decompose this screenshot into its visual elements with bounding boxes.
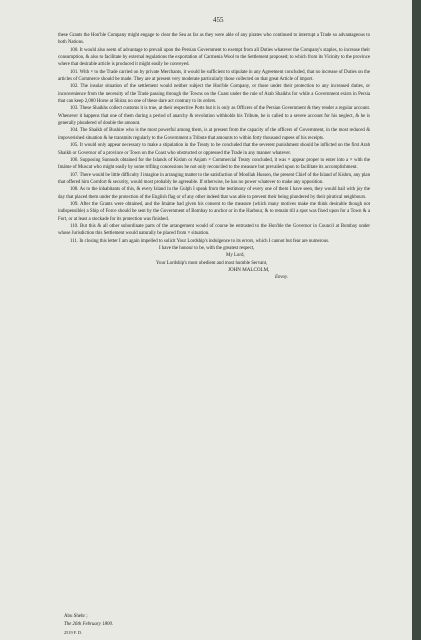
paragraph-111: 111. In closing this letter I am again impelled to solicit Your Lordship's indulgence to its errors, which I cannot but fear are numerous.: [70, 238, 330, 244]
closing-line: I have the honour to be, with the greatest respect,: [159, 245, 255, 251]
page-number: 455: [213, 16, 224, 24]
paragraph-100: 100. It would also seem of advantage to prevail upon the Persian Government to exempt from all Duties whatever the Company's staples, to increase their consumption, & also to facilitate by external regulations the exportation of Carmenia Wool to the Settlement proposed; to which from its Vicinity to the province where that desirable article is produced it might easily be conveyed.: [58, 47, 370, 68]
paragraph-108: 108. As to the inhabitants of this, & every Island in the Gulph I speak from the testimony of every one of them I have seen, they would hail with joy the day that placed them under the protection of the English flag or of any other indeed that was able to prevent their being plundered by their piratical neighbours.: [58, 187, 370, 200]
place-line: Abu Shehr ;: [64, 614, 88, 619]
paragraph-110: 110. But this & all other subordinate parts of the arrangement would of course be entrusted to the Hon'ble the Governor in Council at Bombay under whose Jurisdiction this Settlement would naturally be placed from × situation.: [58, 223, 370, 237]
paragraph-105: 105. It would only appear necessary to make a stipulation in the Treaty to be concluded that the severest punishment should be inflicted on the first Arab Shaikh or Governor of a province or Town on the Coast who obstructed or oppressed the Trade in any manner whatever.: [58, 143, 370, 156]
paragraph-104: 104. The Shaikh of Bushire who is the most powerful among them, is at present from the capacity of the officers of Government, in the most reduced & impoverished situation & he transmits regularly to the Government a Tribute that amounts to within forty thousand rupees of his receipts.: [58, 128, 370, 141]
paragraph-99-continued: these Grants the Hon'ble Company might engage to clear the Sea as far as they were able of any pirates who continued to interrupt a Trade so advantageous to both Nations.: [58, 33, 370, 46]
signatory-title: Envoy.: [275, 275, 289, 281]
place-date-block: [64, 613, 113, 629]
paragraph-106: 106. Supposing Sunnuds obtained for the Islands of Kishm or Anjam × Commercial Treaty concluded, it was × appear proper to enter into a × with the Imáme of Muscat who might easily by some trifling concessions be not only reconciled to the measure but prevailed upon to facilitate its accomplishment.: [58, 157, 370, 171]
signatory-name: JOHN MALCOLM,: [228, 267, 270, 273]
reference-stamp: 2519 F. D.: [64, 630, 83, 635]
paragraph-102: 102. The insular situation of the settlement would neither subject the Hon'ble Company, or those under their protection to any increased duties, or inconvenience from the necessity of the Trade passing through the Towns on the Coast under the rule of Arab Shaikhs for while a Government exists in Persia that can keep 2,000 Horse at Shiraz no one of these dare act contrary to its orders.: [58, 84, 370, 105]
letter-body: [58, 32, 370, 282]
salutation: My Lord,: [226, 253, 245, 259]
date-line: The 26th February 1800.: [64, 622, 114, 627]
paragraph-103: 103. These Shaikhs collect customs it is true, at their respective Ports but it is only as Officers of the Persian Government & they render a regular account. Whenever it happens that one of them during a period of anarchy & revolution withholds his Tribute, he is called to a severe account for his neglect, & he is generally plundered of double the amount.: [58, 106, 370, 127]
paragraph-107: 107. There would be little difficulty I imagine in arranging matter to the satisfaction of Moollah Hussen, the present Chief of the Island of Kishm, any plan that offered him Comfort & security, would most probably be agreeable. If otherwise, he has no power whatever to make any opposition.: [58, 172, 370, 185]
signature-block: [58, 245, 370, 282]
page-edge: [412, 0, 421, 640]
closing-servant-line: Your Lordship's most obedient and most humble Servant,: [156, 260, 268, 266]
paragraph-109: 109. After the Grants were obtained, and the Imáme had given his consent to the measure (which many motives make me think desirable though not indispensible) a Ship of Force should be sent by the Government of Bombay to anchor or in the Harbour, & to remain till a spot was fixed upon for a Town & a Fort, or at least a stockade for its protection was finished.: [58, 201, 370, 222]
paragraph-101: 101. With × to the Trade carried on by private Merchants, it would be sufficient to stipulate in any Agreement concluded, that no increase of Duties on the articles of Commerce should be made. They are at present very moderate particularly those collected on that great Article of import.: [58, 69, 370, 83]
